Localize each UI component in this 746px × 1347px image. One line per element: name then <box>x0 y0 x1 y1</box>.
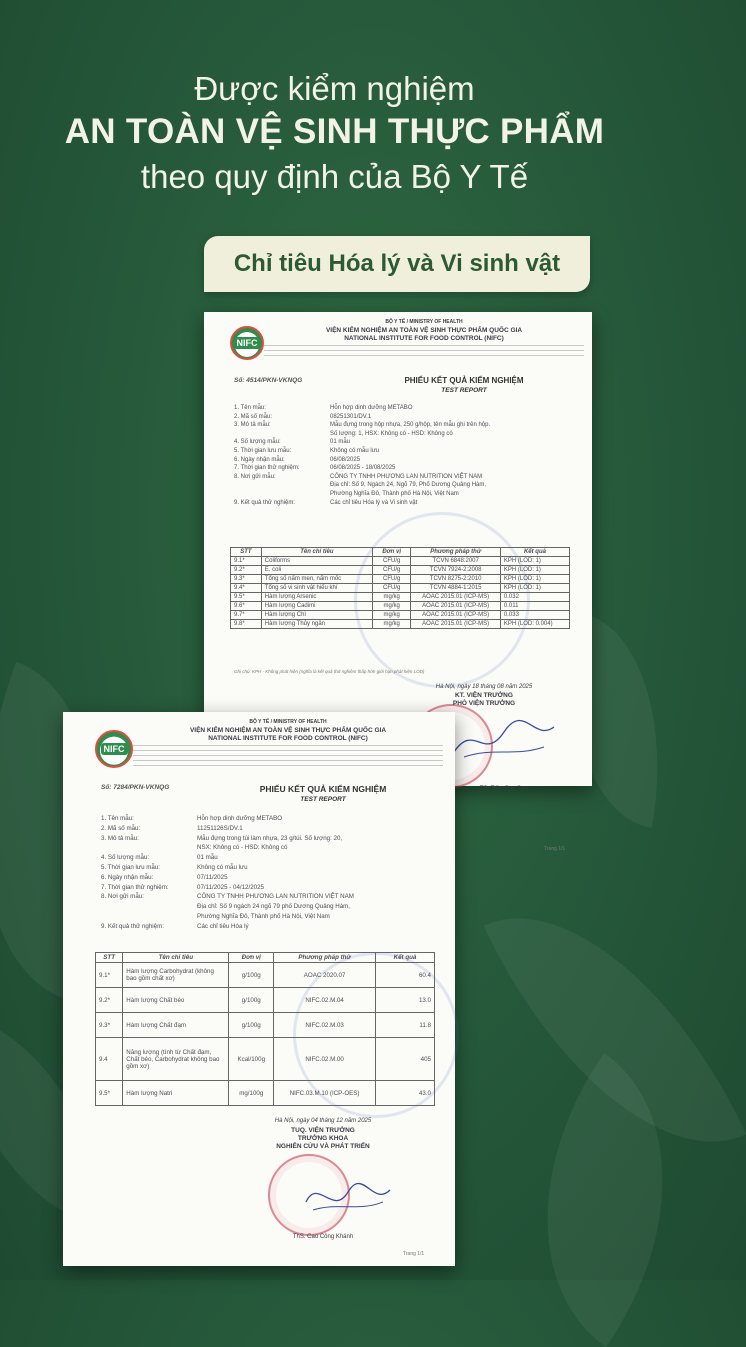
info-label: 3. Mô tả mẫu: <box>234 422 271 429</box>
table-cell: NIFC.02.M.00 <box>274 1038 376 1081</box>
signer-name: TS. Trần Cao Sơn <box>479 786 529 792</box>
table-cell: Hàm lượng Chất đạm <box>123 1013 229 1038</box>
info-row <box>234 447 490 456</box>
info-value: 06/08/2025 <box>330 456 361 463</box>
ministry-label: BỘ Y TẾ / MINISTRY OF HEALTH <box>385 319 463 325</box>
info-label: 5. Thời gian lưu mẫu: <box>101 863 160 871</box>
table-cell: Tổng số nấm men, nấm mốc <box>261 575 372 584</box>
info-value: 07/11/2025 <box>197 873 228 881</box>
table-cell: mg/kg <box>372 611 411 620</box>
table-cell: NIFC.02.M.03 <box>274 1013 376 1038</box>
table-cell: Kcal/100g <box>229 1038 274 1081</box>
info-label: 7. Thời gian thử nghiệm: <box>101 883 169 891</box>
column-header: Phương pháp thử <box>411 548 500 557</box>
table-row <box>231 575 570 584</box>
table-row <box>96 988 435 1013</box>
table-cell: CFU/g <box>372 566 411 575</box>
heading-line-1: Được kiểm nghiệm <box>194 70 475 107</box>
info-value: Số lượng: 1, HSX: Không có - HSD: Không có <box>330 430 453 437</box>
info-row <box>101 843 354 853</box>
column-header: Đơn vị <box>229 953 274 963</box>
table-cell: 9.4 <box>96 1038 123 1081</box>
info-row <box>234 430 490 439</box>
table-cell: Tổng số vi sinh vật hiếu khí <box>261 584 372 593</box>
info-label: 2. Mã số mẫu: <box>101 824 141 832</box>
heading-line-2: AN TOÀN VỆ SINH THỰC PHẨM <box>64 112 605 151</box>
report-subtitle: TEST REPORT <box>300 796 346 803</box>
table-cell: 0.033 <box>500 611 569 620</box>
table-row <box>231 620 570 629</box>
table-cell: Hàm lượng Arsenic <box>261 593 372 602</box>
info-row <box>101 863 354 873</box>
signature <box>298 1172 398 1222</box>
info-row <box>234 481 490 490</box>
table-cell: Hàm lượng Carbohydrat (không bao gồm chất xơ) <box>123 963 229 988</box>
info-row <box>234 438 490 447</box>
table-row <box>231 566 570 575</box>
table-cell: 9.7* <box>231 611 262 620</box>
info-row <box>101 883 354 893</box>
table-cell: TCVN 6848:2007 <box>411 557 500 566</box>
info-value: 01 mẫu <box>330 439 351 446</box>
info-value: Phường Nghĩa Đô, Thành phố Hà Nội, Việt Nam <box>330 490 459 497</box>
sign-date: Hà Nội, ngày 04 tháng 12 năm 2025 <box>274 1118 372 1124</box>
info-row <box>234 473 490 482</box>
info-row <box>101 873 354 883</box>
column-header: Tên chỉ tiêu <box>123 953 229 963</box>
info-value: Mẫu đựng trong hộp nhựa, 250 g/hộp, tên mẫu ghi trên hộp. <box>330 422 491 429</box>
nifc-logo: NIFC <box>230 326 264 360</box>
table-row <box>96 963 435 988</box>
table-cell: 405 <box>375 1038 434 1081</box>
table-row <box>96 1081 435 1106</box>
info-label: 9. Kết quả thử nghiệm: <box>234 499 296 506</box>
info-label: 3. Mô tả mẫu: <box>101 834 139 842</box>
sign-title-2: PHÓ VIỆN TRƯỞNG <box>452 700 516 707</box>
table-cell: g/100g <box>229 963 274 988</box>
table-cell: 9.3* <box>231 575 262 584</box>
table-cell: TCVN 4884-1:2015 <box>411 584 500 593</box>
table-cell: Hàm lượng Natri <box>123 1081 229 1106</box>
info-value: 07/11/2025 - 04/12/2025 <box>197 883 264 891</box>
table-cell: 9.5* <box>96 1081 123 1106</box>
table-cell: KPH (LOD: 0.004) <box>500 620 569 629</box>
table-cell: CFU/g <box>372 575 411 584</box>
info-value: Hỗn hợp dinh dưỡng METABO <box>330 405 413 411</box>
table-cell: mg/100g <box>229 1081 274 1106</box>
report-title: PHIẾU KẾT QUẢ KIỂM NGHIỆM <box>259 784 387 794</box>
report-note: Ghi chú: KPH - Không phát hiện (nghĩa là kết quả thử nghiệm thấp hơn giới hạn phát hiện LOD) <box>234 669 425 674</box>
table-cell: 9.2* <box>96 988 123 1013</box>
results-table <box>230 547 570 629</box>
info-row <box>101 902 354 912</box>
table-cell: Hàm lượng Chất béo <box>123 988 229 1013</box>
table-cell: 13.0 <box>375 988 434 1013</box>
info-value: 11251126S/DV.1 <box>197 824 243 832</box>
table-cell: 9.3* <box>96 1013 123 1038</box>
table-cell: CFU/g <box>372 557 411 566</box>
table-cell: 9.6* <box>231 602 262 611</box>
column-header: Phương pháp thử <box>274 953 376 963</box>
info-value: Địa chỉ: Số 9 ngách 24 ngõ 79 phố Dương Quảng Hàm, <box>197 903 351 911</box>
table-cell: KPH (LOD: 1) <box>500 575 569 584</box>
info-label: 4. Số lượng mẫu: <box>234 439 281 446</box>
info-label: 1. Tên mẫu: <box>101 815 134 822</box>
column-header: Kết quả <box>500 548 569 557</box>
sign-title: TUQ. VIỆN TRƯỞNG <box>291 1127 355 1134</box>
table-cell: mg/kg <box>372 602 411 611</box>
institute-name-en: NATIONAL INSTITUTE FOR FOOD CONTROL (NIFC) <box>344 335 504 342</box>
table-cell: KPH (LOD: 1) <box>500 566 569 575</box>
institute-address-lines <box>264 344 584 360</box>
info-row <box>234 421 490 430</box>
info-label: 2. Mã số mẫu: <box>234 413 273 420</box>
info-row <box>234 413 490 422</box>
results-table <box>95 952 435 1106</box>
signer-name: ThS. Cao Công Khánh <box>292 1234 354 1240</box>
info-label: 6. Ngày nhận mẫu: <box>101 873 154 881</box>
table-cell: AOAC 2015.01 (ICP-MS) <box>411 593 500 602</box>
table-cell: AOAC 2015.01 (ICP-MS) <box>411 620 500 629</box>
info-label <box>234 430 330 439</box>
column-header: Đơn vị <box>372 548 411 557</box>
table-cell: 9.8* <box>231 620 262 629</box>
info-row <box>234 499 490 508</box>
sample-info <box>234 404 490 507</box>
sign-title-2: TRƯỞNG KHOA <box>297 1135 349 1142</box>
page-number: Trang 1/1 <box>544 846 566 852</box>
info-label <box>234 481 330 490</box>
sign-title-3: NGHIÊN CỨU VÀ PHÁT TRIỂN <box>276 1143 370 1150</box>
info-label <box>101 843 197 853</box>
table-cell: g/100g <box>229 1013 274 1038</box>
info-value: CÔNG TY TNHH PHƯƠNG LAN NUTRITION VIỆT NAM <box>197 893 354 901</box>
table-cell: g/100g <box>229 988 274 1013</box>
info-row <box>234 490 490 499</box>
info-value: Không có mẫu lưu <box>330 447 380 454</box>
table-cell: Hàm lượng Chì <box>261 611 372 620</box>
institute-name-vn: VIỆN KIỂM NGHIỆM AN TOÀN VỆ SINH THỰC PHẨM QUỐC GIA <box>325 327 523 334</box>
table-cell: TCVN 8275-2:2010 <box>411 575 500 584</box>
table-row <box>231 602 570 611</box>
table-cell: Năng lượng (tính từ Chất đạm, Chất béo, Carbohydrat không bao gồm xơ) <box>123 1038 229 1081</box>
table-cell: mg/kg <box>372 620 411 629</box>
info-row <box>101 922 354 932</box>
table-cell: 9.1* <box>231 557 262 566</box>
table-cell: TCVN 7924-2:2008 <box>411 566 500 575</box>
table-row <box>231 593 570 602</box>
info-label: 6. Ngày nhận mẫu: <box>234 456 285 463</box>
table-cell: 9.5* <box>231 593 262 602</box>
signature <box>444 712 564 772</box>
info-value: Mẫu đựng trong túi làm nhựa, 23 g/túi. Số lượng: 20, <box>197 834 343 842</box>
info-row <box>101 853 354 863</box>
sign-title: KT. VIỆN TRƯỞNG <box>455 692 513 699</box>
info-row <box>101 814 354 824</box>
table-cell: CFU/g <box>372 584 411 593</box>
table-row <box>96 1013 435 1038</box>
info-value: Các chỉ tiêu Hóa lý và Vi sinh vật <box>330 499 418 506</box>
nifc-logo: NIFC <box>95 730 133 768</box>
info-row <box>101 892 354 902</box>
institute-address-lines <box>133 744 443 770</box>
info-row <box>234 456 490 465</box>
sample-info <box>101 814 354 932</box>
ministry-label: BỘ Y TẾ / MINISTRY OF HEALTH <box>249 719 327 725</box>
table-row <box>96 1038 435 1081</box>
table-cell: 0.011 <box>500 602 569 611</box>
table-cell: AOAC 2015.01 (ICP-MS) <box>411 602 500 611</box>
column-header: Tên chỉ tiêu <box>261 548 372 557</box>
info-label <box>101 912 197 922</box>
info-label: 8. Nơi gửi mẫu: <box>101 893 144 901</box>
institute-name-vn: VIỆN KIỂM NGHIỆM AN TOÀN VỆ SINH THỰC PHẨM QUỐC GIA <box>189 727 387 734</box>
institute-name-en: NATIONAL INSTITUTE FOR FOOD CONTROL (NIFC) <box>208 735 368 742</box>
info-row <box>234 404 490 413</box>
info-row <box>234 464 490 473</box>
table-cell: 43.0 <box>375 1081 434 1106</box>
info-value: Không có mẫu lưu <box>197 863 248 871</box>
info-label: 8. Nơi gửi mẫu: <box>234 473 276 480</box>
info-value: NSX: Không có - HSD: Không có <box>197 844 288 852</box>
info-label: 9. Kết quả thử nghiệm: <box>101 922 164 930</box>
sign-date: Hà Nội, ngày 18 tháng 08 năm 2025 <box>435 684 533 690</box>
report-number: Số: 4514/PKN-VKNQG <box>234 377 303 384</box>
table-cell: 9.2* <box>231 566 262 575</box>
table-cell: 0.032 <box>500 593 569 602</box>
table-cell: 9.1* <box>96 963 123 988</box>
table-cell: Hàm lượng Cadimi <box>261 602 372 611</box>
table-cell: 60.4 <box>375 963 434 988</box>
table-cell: NIFC.03.M.10 (ICP-OES) <box>274 1081 376 1106</box>
column-header: Kết quả <box>375 953 434 963</box>
info-value: 01 mẫu <box>197 854 218 862</box>
info-value: Các chỉ tiêu Hóa lý <box>197 922 249 930</box>
table-cell: 11.8 <box>375 1013 434 1038</box>
info-value: Địa chỉ: Số 9, Ngách 24, Ngõ 79, Phố Dương Quảng Hàm, <box>330 482 487 489</box>
table-cell: 9.4* <box>231 584 262 593</box>
report-number: Số: 7284/PKN-VKNQG <box>101 784 170 791</box>
table-row <box>231 557 570 566</box>
column-header: STT <box>96 953 123 963</box>
info-label: 4. Số lượng mẫu: <box>101 854 150 862</box>
table-cell: Hàm lượng Thủy ngân <box>261 620 372 629</box>
info-row <box>101 824 354 834</box>
heading-line-3: theo quy định của Bộ Y Tế <box>140 158 529 195</box>
info-label: 1. Tên mẫu: <box>234 405 266 411</box>
table-cell: E. coli <box>261 566 372 575</box>
info-value: Phường Nghĩa Đô, Thành phố Hà Nội, Việt Nam <box>197 912 330 920</box>
info-label: 5. Thời gian lưu mẫu: <box>234 447 292 454</box>
page-number: Trang 1/1 <box>403 1251 425 1257</box>
table-cell: NIFC.02.M.04 <box>274 988 376 1013</box>
report-subtitle: TEST REPORT <box>441 387 487 394</box>
category-badge: Chỉ tiêu Hóa lý và Vi sinh vật <box>204 236 590 292</box>
column-header: STT <box>231 548 262 557</box>
table-cell: AOAC 2020.07 <box>274 963 376 988</box>
info-label <box>101 902 197 912</box>
info-row <box>101 912 354 922</box>
table-cell: mg/kg <box>372 593 411 602</box>
table-cell: Coliforms <box>261 557 372 566</box>
test-report-nutrition <box>63 712 455 1266</box>
info-label: 7. Thời gian thử nghiệm: <box>234 465 300 472</box>
table-row <box>231 584 570 593</box>
info-value: Hỗn hợp dinh dưỡng METABO <box>197 815 283 822</box>
info-value: 06/08/2025 - 18/08/2025 <box>330 465 396 472</box>
report-title: PHIẾU KẾT QUẢ KIỂM NGHIỆM <box>404 376 524 385</box>
info-value: CÔNG TY TNHH PHƯƠNG LAN NUTRITION VIỆT NAM <box>330 473 483 480</box>
table-cell: AOAC 2015.01 (ICP-MS) <box>411 611 500 620</box>
info-value: 08251301/DV.1 <box>330 413 372 420</box>
table-cell: KPH (LOD: 1) <box>500 584 569 593</box>
info-row <box>101 834 354 844</box>
table-cell: KPH (LOD: 1) <box>500 557 569 566</box>
info-label <box>234 490 330 499</box>
table-row <box>231 611 570 620</box>
